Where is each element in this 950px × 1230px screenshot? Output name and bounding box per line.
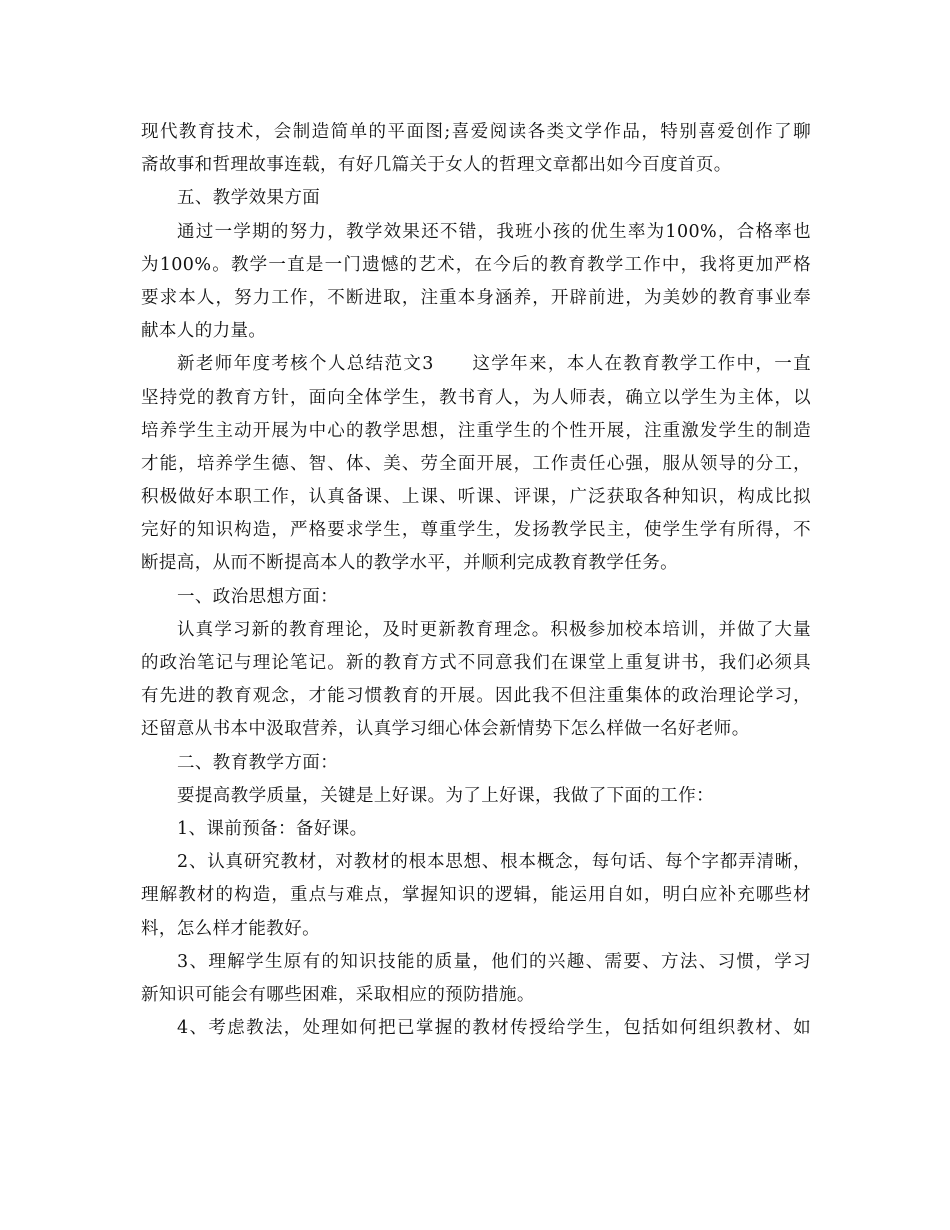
- document-body: [141, 116, 811, 1045]
- text-line: 要提高教学质量，关键是上好课。为了上好课，我做了下面的工作：: [177, 785, 714, 806]
- text-line: 断提高，从而不断提高本人的教学水平，并顺利完成教育教学任务。: [141, 553, 678, 574]
- text-line: 有先进的教育观念，才能习惯教育的开展。因此我不但注重集体的政治理论学习，: [141, 686, 811, 707]
- text-line: 斋故事和哲理故事连载，有好几篇关于女人的哲理文章都出如今百度首页。: [141, 155, 732, 176]
- text-line: 1、课前预备：备好课。: [177, 818, 368, 839]
- text-line: 坚持党的教育方针，面向全体学生，教书育人，为人师表，确立以学生为主体，以: [141, 387, 811, 408]
- text-line: 一、政治思想方面：: [177, 586, 339, 607]
- text-line: 2、认真研究教材，对教材的根本思想、根本概念，每句话、每个字都弄清晰，: [177, 852, 811, 873]
- text-line: 要求本人，努力工作，不断进取，注重本身涵养，开辟前进，为美妙的教育事业奉: [141, 287, 811, 308]
- text-line: 五、教学效果方面: [177, 188, 321, 209]
- text-line: 认真学习新的教育理论，及时更新教育理念。积极参加校本培训，并做了大量: [177, 619, 811, 640]
- text-line: 培养学生主动开展为中心的教学思想，注重学生的个性开展，注重激发学生的制造: [141, 420, 811, 441]
- text-line: 才能，培养学生德、智、体、美、劳全面开展，工作责任心强，服从领导的分工，: [141, 453, 811, 474]
- text-line: 为100%。教学一直是一门遗憾的艺术，在今后的教育教学工作中，我将更加严格: [141, 254, 811, 275]
- text-line: 献本人的力量。: [141, 321, 267, 342]
- text-line: 的政治笔记与理论笔记。新的教育方式不同意我们在课堂上重复讲书，我们必须具: [141, 653, 811, 673]
- text-line: 理解教材的构造，重点与难点，掌握知识的逻辑，能运用自如，明白应补充哪些材: [141, 885, 811, 906]
- text-line: 二、教育教学方面：: [177, 752, 339, 773]
- text-line: 新老师年度考核个人总结范文3 这学年来，本人在教育教学工作中，一直: [177, 354, 811, 375]
- text-line: 3、理解学生原有的知识技能的质量，他们的兴趣、需要、方法、习惯，学习: [177, 951, 811, 972]
- text-line: 料，怎么样才能教好。: [141, 918, 320, 939]
- text-line: 4、考虑教法，处理如何把已掌握的教材传授给学生，包括如何组织教材、如: [177, 1018, 811, 1039]
- text-line: 积极做好本职工作，认真备课、上课、听课、评课，广泛获取各种知识，构成比拟: [141, 487, 811, 508]
- text-line: 还留意从书本中汲取营养，认真学习细心体会新情势下怎么样做一名好老师。: [141, 719, 750, 740]
- text-line: 通过一学期的努力，教学效果还不错，我班小孩的优生率为100%，合格率也: [177, 221, 811, 242]
- text-line: 新知识可能会有哪些困难，采取相应的预防措施。: [141, 984, 535, 1005]
- text-line: 完好的知识构造，严格要求学生，尊重学生，发扬教学民主，使学生学有所得，不: [141, 520, 811, 541]
- text-line: 现代教育技术，会制造简单的平面图;喜爱阅读各类文学作品，特别喜爱创作了聊: [141, 122, 811, 142]
